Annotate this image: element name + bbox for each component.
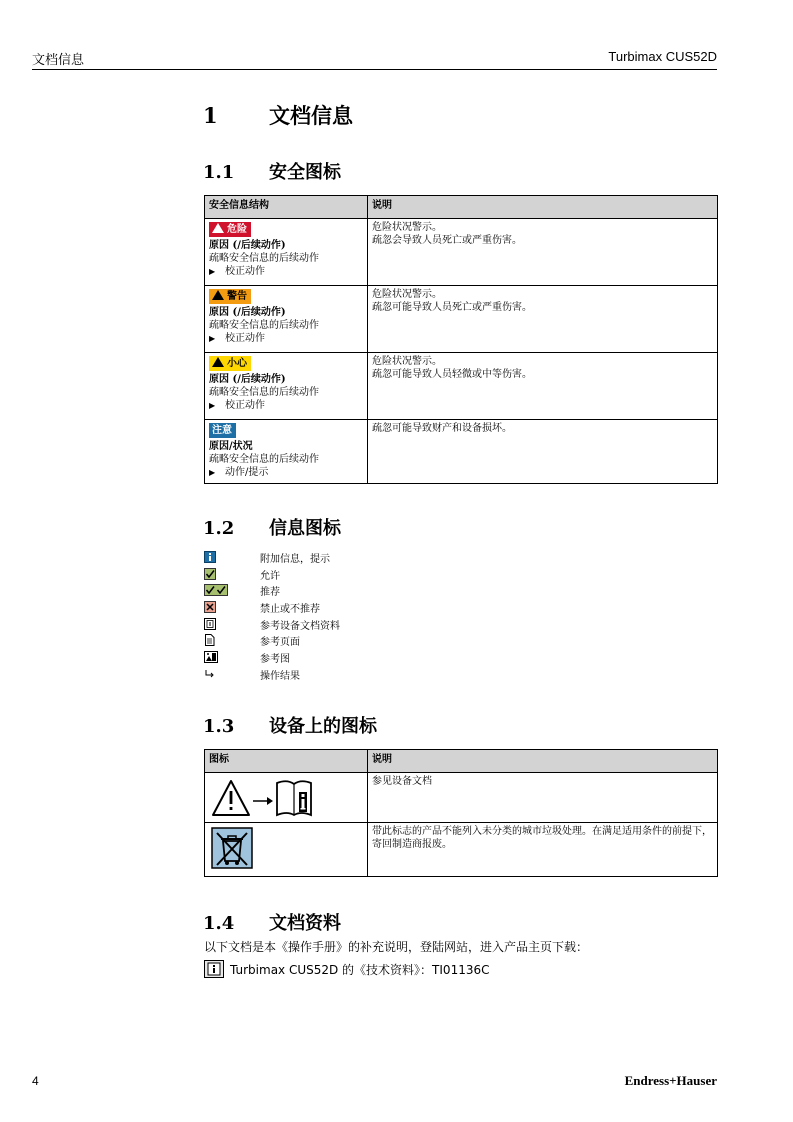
consequence-text: 疏略安全信息的后续动作 [209,387,319,398]
cause-text: 原因 (/后续动作) [209,307,286,318]
description-line: 疏忽可能导致人员轻微或中等伤害。 [372,369,532,380]
header-rule [32,69,717,70]
section-title: 设备上的图标 [269,716,377,737]
device-doc-icon [204,618,232,630]
section-title: 文档资料 [269,913,341,934]
signal-word: 小心 [227,358,247,369]
device-doc-icon [204,960,224,978]
action-arrow-icon: ▶ [209,334,216,343]
description-line: 危险状况警示。 [372,222,442,233]
safety-symbols-table [204,195,718,484]
cause-text: 原因/状况 [209,441,253,452]
list-item [204,582,504,599]
section-heading-1-1 [203,158,341,184]
action-text: 动作/提示 [225,467,269,478]
info-icon [204,551,232,563]
list-item [204,632,504,649]
description-line: 危险状况警示。 [372,356,442,367]
forbidden-icon [204,601,232,613]
column-header: 说明 [368,196,718,219]
warning-triangle-icon [212,290,224,300]
danger-signal [209,222,251,237]
documentation-reference [204,960,489,978]
brand-logo-text: Endress+Hauser [624,1073,717,1088]
description-line: 疏忽会导致人员死亡或严重伤害。 [372,235,522,246]
action-text: 校正动作 [225,333,265,344]
list-item [204,566,504,583]
description-cell [368,219,718,286]
warning-manual-icon [211,777,316,819]
table-row [205,823,718,877]
column-header: 说明 [368,750,718,773]
list-item [204,599,504,616]
list-item-label: 操作结果 [260,670,300,682]
section-number: 1.2 [203,518,235,539]
permitted-icon [204,568,232,580]
action-arrow-icon: ▶ [209,468,216,477]
preferred-icon [204,584,232,596]
running-header-product: Turbimax CUS52D [608,49,717,64]
technical-information-link: Turbimax CUS52D 的《技术资料》：TI01136C [230,962,490,977]
caution-signal [209,356,251,371]
section-title: 信息图标 [269,518,341,539]
table-header-row [205,750,718,773]
info-symbols-list [204,549,504,683]
cause-text: 原因 (/后续动作) [209,374,286,385]
list-item-label: 参考图 [260,654,290,666]
chapter-title: 文档信息 [269,103,353,128]
section-number: 1.3 [203,716,235,737]
table-row [205,219,718,286]
list-item-label: 参考设备文档资料 [260,620,340,632]
consequence-text: 疏略安全信息的后续动作 [209,253,319,264]
consequence-text: 疏略安全信息的后续动作 [209,320,319,331]
signal-word: 警告 [227,291,247,302]
section-heading-1-2 [203,514,341,540]
device-symbols-table [204,749,718,877]
page-ref-icon [204,634,232,646]
description-line: 疏忽可能导致人员死亡或严重伤害。 [372,302,532,313]
action-arrow-icon: ▶ [209,401,216,410]
description-cell [368,353,718,420]
table-row [205,286,718,353]
warning-triangle-icon [212,223,224,233]
symbol-cell [205,773,368,823]
result-icon [204,668,232,680]
action-text: 校正动作 [225,400,265,411]
description-cell: 参见设备文档 [368,773,718,823]
weee-bin-icon [211,827,253,869]
column-header: 图标 [205,750,368,773]
documentation-intro: 以下文档是本《操作手册》的补充说明，登陆网站，进入产品主页下载： [204,940,589,954]
page-number: 4 [32,1074,39,1088]
description-cell [368,420,718,484]
description-line: 疏忽可能导致财产和设备损坏。 [372,423,512,434]
section-number: 1.1 [203,162,235,183]
table-row [205,420,718,484]
running-header-title: 文档信息 [32,53,85,68]
table-header-row [205,196,718,219]
chapter-heading [203,100,353,130]
section-number: 1.4 [203,913,235,934]
chapter-number: 1 [203,103,218,128]
list-item-label: 允许 [260,570,280,582]
description-line: 危险状况警示。 [372,289,442,300]
section-heading-1-3 [203,712,377,738]
list-item-label: 禁止或不推荐 [260,604,320,616]
safety-structure-cell [205,353,368,420]
list-item [204,616,504,633]
list-item [204,649,504,666]
section-heading-1-4 [203,909,341,935]
section-title: 安全图标 [269,162,341,183]
description-cell: 带此标志的产品不能列入未分类的城市垃圾处理。在满足适用条件的前提下，寄回制造商报废。 [368,823,718,877]
list-item-label: 附加信息，提示 [260,554,330,565]
warning-triangle-icon [212,357,224,367]
signal-word: 危险 [227,224,247,235]
list-item-label: 参考页面 [260,637,300,649]
description-cell [368,286,718,353]
symbol-cell [205,823,368,877]
safety-structure-cell [205,286,368,353]
action-text: 校正动作 [225,266,265,277]
list-item [204,666,504,683]
cause-text: 原因 (/后续动作) [209,240,286,251]
notice-signal: 注意 [209,423,236,438]
consequence-text: 疏略安全信息的后续动作 [209,454,319,465]
action-arrow-icon: ▶ [209,267,216,276]
safety-structure-cell [205,420,368,484]
graphic-ref-icon [204,651,232,663]
safety-structure-cell [205,219,368,286]
table-row [205,773,718,823]
column-header: 安全信息结构 [205,196,368,219]
list-item-label: 推荐 [260,587,280,599]
list-item [204,549,504,566]
warning-signal [209,289,251,304]
table-row [205,353,718,420]
